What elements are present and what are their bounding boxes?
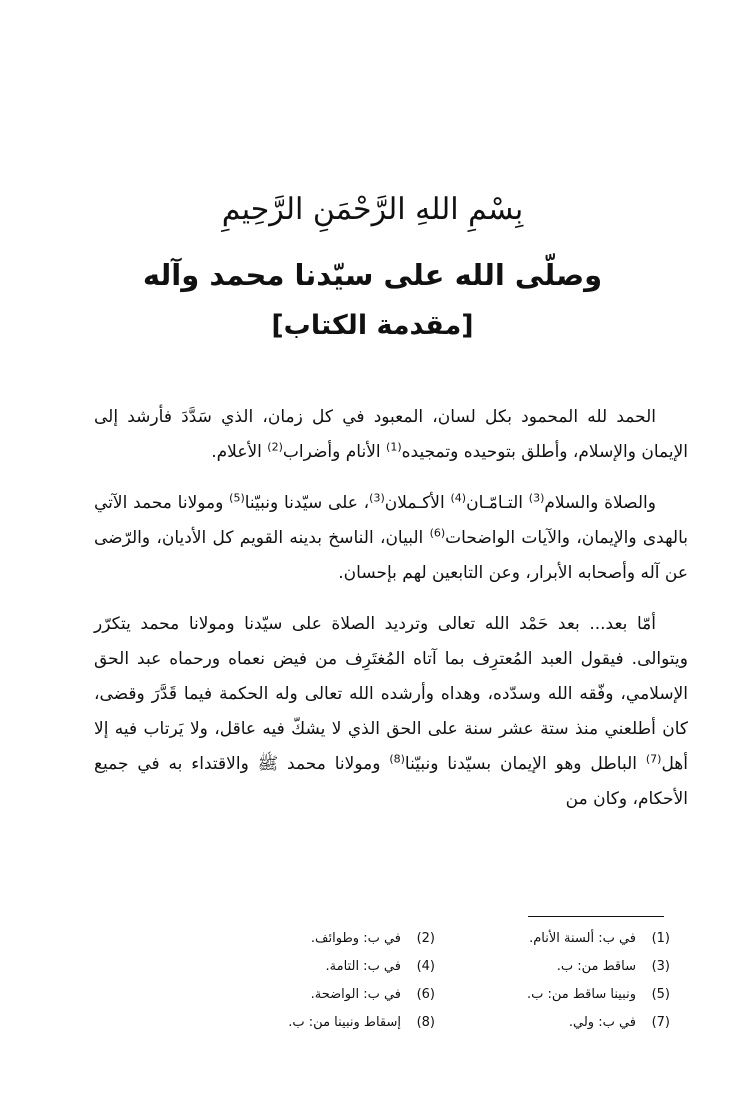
main-text	[94, 400, 688, 833]
footnote-text: ساقط من: ب.	[556, 959, 636, 974]
footnote-number: (1)	[651, 931, 670, 946]
footnote-text: في ب: ولي.	[568, 1015, 636, 1030]
footnote-number: (6)	[416, 987, 435, 1002]
footnote-ref: (8)	[389, 752, 405, 766]
footnote-number: (8)	[416, 1015, 435, 1030]
footnote-text: في ب: التامة.	[325, 959, 401, 974]
footnote-number: (5)	[651, 987, 670, 1002]
footnote-number: (3)	[651, 959, 670, 974]
chapter-title: [مقدمة الكتاب]	[271, 310, 474, 341]
footnote-6	[200, 982, 435, 1008]
footnote-text: في ب: الواضحة.	[310, 987, 401, 1002]
footnote-2	[200, 926, 435, 952]
footnote-number: (7)	[651, 1015, 670, 1030]
footnote-number: (4)	[416, 959, 435, 974]
footnote-number: (2)	[416, 931, 435, 946]
footnote-7	[435, 1010, 670, 1036]
footnote-3	[435, 954, 670, 980]
text-run: الباطل وهو الإيمان بسيّدنا ونبيّنا	[404, 754, 646, 774]
footnote-ref: (4)	[450, 491, 467, 505]
footnote-8	[200, 1010, 435, 1036]
footnote-ref: (3)	[528, 491, 545, 505]
footnote-ref: (2)	[267, 440, 283, 454]
footnote-separator	[528, 916, 664, 917]
footnote-text: ونبينا ساقط من: ب.	[526, 987, 636, 1002]
text-run: الأعلام.	[211, 442, 268, 462]
text-run: الحمد لله المحمود بكل لسان، المعبود في كل زمان، الذي سَدَّدَ فأرشد إلى الإيمان والإسلام، وأطلق بتوحيده وتمجيده	[94, 407, 688, 462]
footnotes	[200, 926, 670, 1036]
footnote-text: في ب: وطوائف.	[310, 931, 401, 946]
footnote-5	[435, 982, 670, 1008]
text-run: أمّا بعد... بعد حَمْد الله تعالى وترديد الصلاة على سيّدنا ومولانا محمد يتكرّر ويتوالى. فيقول العبد المُعترِف بما آتاه المُغتَرِف من فيض نعماه ورحماه عبد الحق الإسلامي، وفّقه الله وسدّده، وهداه وأرشده الله تعالى وله الحكمة فيما قَدَّرَ وقضى، كان أطلعني منذ ستة عشر سنة على الحق الذي لا يشكّ فيه عاقل، ولا يَرتاب فيه إلا أهل	[94, 614, 688, 774]
text-run: البيان، الناسخ بدينه القويم كل الأديان، والرّضى عن آله وأصحابه الأبرار، وعن التابعين لهم بإحسان.	[94, 528, 688, 583]
text-run: ومولانا محمد الآتي بالهدى والإيمان، والآيات الواضحات	[94, 493, 689, 548]
text-run: التـامّـان	[466, 493, 529, 513]
footnote-ref: (7)	[645, 752, 662, 766]
basmala-heading: بِسْمِ اللهِ الرَّحْمَنِ الرَّحِيمِ	[221, 192, 524, 227]
footnote-1	[435, 926, 670, 952]
footnote-ref: (3)	[369, 491, 385, 505]
text-run: الأكـملان	[384, 493, 451, 513]
paragraph-2	[94, 486, 688, 591]
text-run: ومولانا محمد ﷺ والاقتداء به في جميع الأحكام، وكان من	[94, 754, 688, 809]
text-run: الأنام وأضراب	[282, 442, 387, 462]
footnote-ref: (6)	[429, 526, 446, 540]
paragraph-3	[94, 607, 688, 817]
paragraph-1	[94, 400, 688, 470]
blessing-subtitle: وصلّى الله على سيّدنا محمد وآله	[142, 258, 603, 292]
footnote-text: في ب: ألسنة الأنام.	[529, 931, 636, 946]
footnote-ref: (1)	[386, 440, 402, 454]
footnote-ref: (5)	[229, 491, 245, 505]
text-run: والصلاة والسلام	[544, 493, 656, 513]
footnote-text: إسقاط ونبينا من: ب.	[288, 1015, 401, 1030]
text-run: ، على سيّدنا ونبيّنا	[244, 493, 370, 513]
footnote-4	[200, 954, 435, 980]
